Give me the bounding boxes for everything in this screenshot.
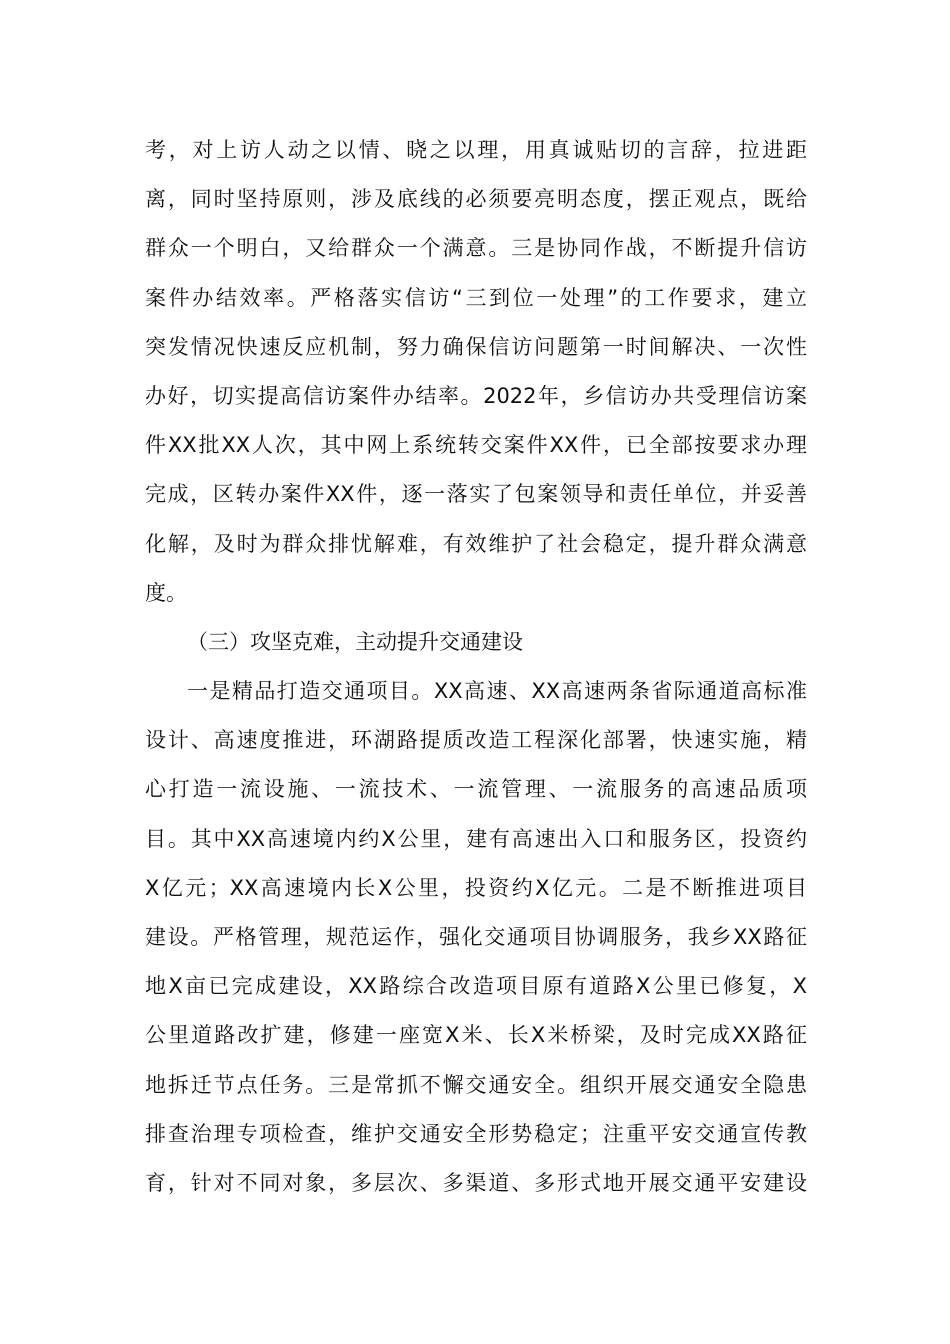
section-heading: （三）攻坚克难，主动提升交通建设 — [187, 629, 523, 654]
text-line: 离，同时坚持原则，涉及底线的必须要亮明态度，摆正观点，既给 — [145, 187, 807, 212]
text-line: 地X亩已完成建设，XX路综合改造项目原有道路X公里已修复，X — [145, 974, 807, 999]
text-line: 地拆迁节点任务。三是常抓不懈交通安全。组织开展交通安全隐患 — [145, 1072, 807, 1097]
text-line: 心打造一流设施、一流技术、一流管理、一流服务的高速品质项 — [145, 777, 807, 802]
text-line: 公里道路改扩建，修建一座宽X米、长X米桥梁，及时完成XX路征 — [145, 1023, 807, 1048]
text-line: 考，对上访人动之以情、晓之以理，用真诚贴切的言辞，拉进距 — [145, 138, 807, 162]
paragraph-end-line: 度。 — [145, 580, 187, 605]
text-line: X亿元；XX高速境内长X公里，投资约X亿元。二是不断推进项目 — [145, 875, 807, 900]
text-line: 完成，区转办案件XX件，逐一落实了包案领导和责任单位，并妥善 — [145, 482, 807, 507]
text-line: 突发情况快速反应机制，努力确保信访问题第一时间解决、一次性 — [145, 334, 807, 359]
text-line: 件XX批XX人次，其中网上系统转交案件XX件，已全部按要求办理 — [145, 433, 807, 458]
text-line: 办好，切实提高信访案件办结率。2022年，乡信访办共受理信访案 — [145, 383, 807, 408]
text-line: 育，针对不同对象，多层次、多渠道、多形式地开展交通平安建设 — [145, 1170, 807, 1195]
text-line: 群众一个明白，又给群众一个满意。三是协同作战，不断提升信访 — [145, 236, 807, 261]
text-line: 化解，及时为群众排忧解难，有效维护了社会稳定，提升群众满意 — [145, 531, 807, 556]
body-text — [145, 126, 807, 1208]
text-line: 建设。严格管理，规范运作，强化交通项目协调服务，我乡XX路征 — [145, 925, 807, 949]
text-line: 案件办结效率。严格落实信访“三到位一处理”的工作要求，建立 — [145, 285, 807, 310]
text-line: 设计、高速度推进，环湖路提质改造工程深化部署，快速实施，精 — [145, 728, 807, 753]
text-line: 目。其中XX高速境内约X公里，建有高速出入口和服务区，投资约 — [145, 826, 807, 851]
paragraph-first-line: 一是精品打造交通项目。XX高速、XX高速两条省际通道高标准 — [187, 679, 807, 704]
text-line: 排查治理专项检查，维护交通安全形势稳定；注重平安交通宣传教 — [145, 1121, 807, 1146]
